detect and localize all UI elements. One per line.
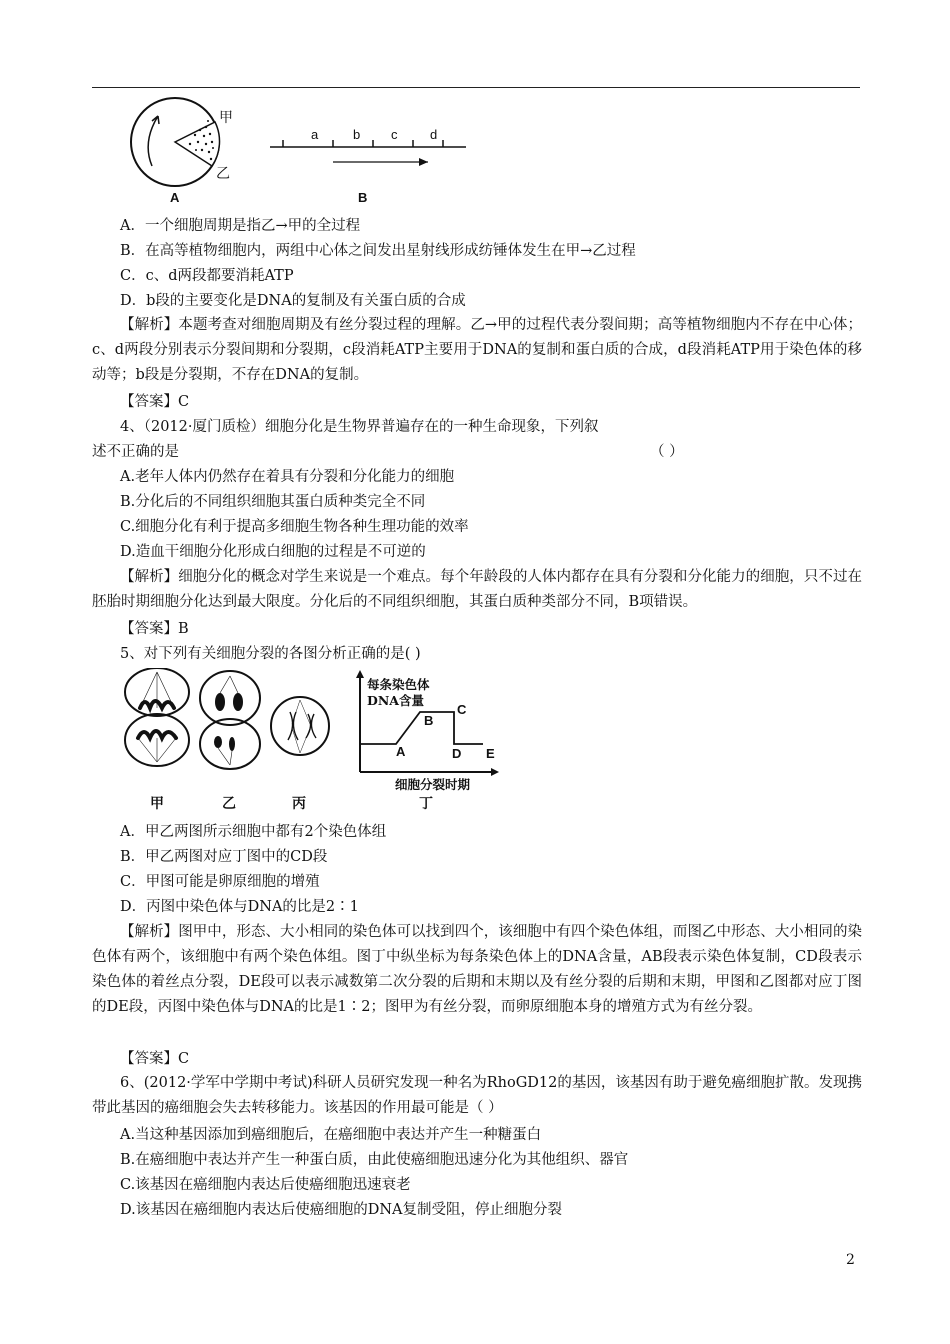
- fig1-yi: 乙: [216, 166, 230, 182]
- q3-analysis: 【解析】本题考查对细胞周期及有丝分裂过程的理解。乙→甲的过程代表分裂间期；高等植物细胞内不存在中心体；c、d两段分别表示分裂间期和分裂期，c段消耗ATP主要用于DNA的复制和蛋白质的合成，d段消耗ATP用于染色体的移动等；b段是分裂期，不存在DNA的复制。: [92, 317, 862, 383]
- q4-option-b: B.分化后的不同组织细胞其蛋白质种类完全不同: [120, 494, 426, 510]
- fig2-label-bing: 丙: [292, 796, 306, 812]
- q6-option-a: A.当这种基因添加到癌细胞后，在癌细胞中表达并产生一种糖蛋白: [120, 1127, 542, 1143]
- q5-option-a: A．甲乙两图所示细胞中都有2个染色体组: [120, 824, 387, 840]
- fig2-point-d: D: [452, 746, 462, 761]
- q3-option-d: D．b段的主要变化是DNA的复制及有关蛋白质的合成: [120, 293, 466, 309]
- fig2-ylabel-1: 每条染色体: [367, 677, 430, 692]
- fig2-label-yi: 乙: [222, 796, 236, 812]
- fig1-jia: 甲: [219, 110, 233, 126]
- q4-answer: 【答案】B: [120, 621, 189, 637]
- q6-option-b: B.在癌细胞中表达并产生一种蛋白质，由此使癌细胞迅速分化为其他组织、器官: [120, 1152, 629, 1168]
- q5-option-d: D．丙图中染色体与DNA的比是2∶1: [120, 899, 359, 915]
- q5-answer: 【答案】C: [120, 1051, 190, 1067]
- q4-option-d: D.造血干细胞分化形成白细胞的过程是不可逆的: [120, 544, 426, 560]
- q5-option-b: B．甲乙两图对应丁图中的CD段: [120, 849, 328, 865]
- q4-option-a: A.老年人体内仍然存在着具有分裂和分化能力的细胞: [120, 469, 455, 485]
- fig2-xlabel: 细胞分裂时期: [395, 777, 471, 792]
- header-rule: [92, 87, 860, 88]
- q6-stem: 6、(2012·学军中学期中考试)科研人员研究发现一种名为RhoGD12的基因，该基因有助于避免癌细胞扩散。发现携带此基因的癌细胞会失去转移能力。该基因的作用最可能是（ ）: [92, 1075, 862, 1116]
- page-number: 2: [846, 1252, 855, 1268]
- q5-analysis: 【解析】图甲中，形态、大小相同的染色体可以找到四个，该细胞中有四个染色体组，而图乙中形态、大小相同的染色体有两个，该细胞中有两个染色体组。图丁中纵坐标为每条染色体上的DNA含量，AB段表示染色体复制，CD段表示染色体的着丝点分裂，DE段可以表示减数第二次分裂的后期和末期以及有丝分裂的后期和末期，甲图和乙图都对应丁图的DE段，丙图中染色体与DNA的比是1∶2；图甲为有丝分裂，而卵原细胞本身的增殖方式为有丝分裂。: [92, 924, 862, 1015]
- fig1-seg-a: a: [311, 127, 319, 142]
- q4-analysis: 【解析】细胞分化的概念对学生来说是一个难点。每个年龄段的人体内都存在具有分裂和分化能力的细胞，只不过在胚胎时期细胞分化达到最大限度。分化后的不同组织细胞，其蛋白质种类部分不同，B项错误。: [92, 569, 862, 610]
- q4-option-c: C.细胞分化有利于提高多细胞生物各种生理功能的效率: [120, 519, 469, 535]
- q3-option-c: C．c、d两段都要消耗ATP: [120, 268, 294, 284]
- fig1-seg-d: d: [430, 127, 438, 142]
- fig1-seg-b: b: [353, 127, 361, 142]
- fig2-label-jia: 甲: [150, 796, 164, 812]
- fig2-label-ding: 丁: [419, 796, 433, 812]
- fig2-point-a: A: [396, 744, 406, 759]
- q6-option-d: D.该基因在癌细胞内表达后使癌细胞的DNA复制受阻，停止细胞分裂: [120, 1202, 562, 1218]
- q5-stem: 5、对下列有关细胞分裂的各图分析正确的是( ): [120, 646, 421, 662]
- q3-option-b: B．在高等植物细胞内，两组中心体之间发出星射线形成纺锤体发生在甲→乙过程: [120, 243, 636, 259]
- fig1-label-b: B: [358, 190, 368, 205]
- cell-division-figure: [120, 668, 500, 788]
- q4-stem-line1: 4、（2012·厦门质检）细胞分化是生物界普遍存在的一种生命现象，下列叙: [120, 419, 599, 435]
- fig2-ylabel-2: DNA含量: [367, 693, 424, 708]
- q4-stem-line2: 述不正确的是: [92, 444, 179, 460]
- fig2-point-b: B: [424, 713, 434, 728]
- q4-bracket: （ ）: [650, 444, 684, 460]
- q6-option-c: C.该基因在癌细胞内表达后使癌细胞迅速衰老: [120, 1177, 411, 1193]
- q3-answer: 【答案】C: [120, 394, 190, 410]
- fig1-label-a: A: [170, 190, 180, 205]
- fig2-point-c: C: [457, 702, 467, 717]
- q5-option-c: C．甲图可能是卵原细胞的增殖: [120, 874, 320, 890]
- fig1-seg-c: c: [391, 127, 398, 142]
- fig2-point-e: E: [486, 746, 495, 761]
- q3-option-a: A．一个细胞周期是指乙→甲的全过程: [120, 218, 361, 234]
